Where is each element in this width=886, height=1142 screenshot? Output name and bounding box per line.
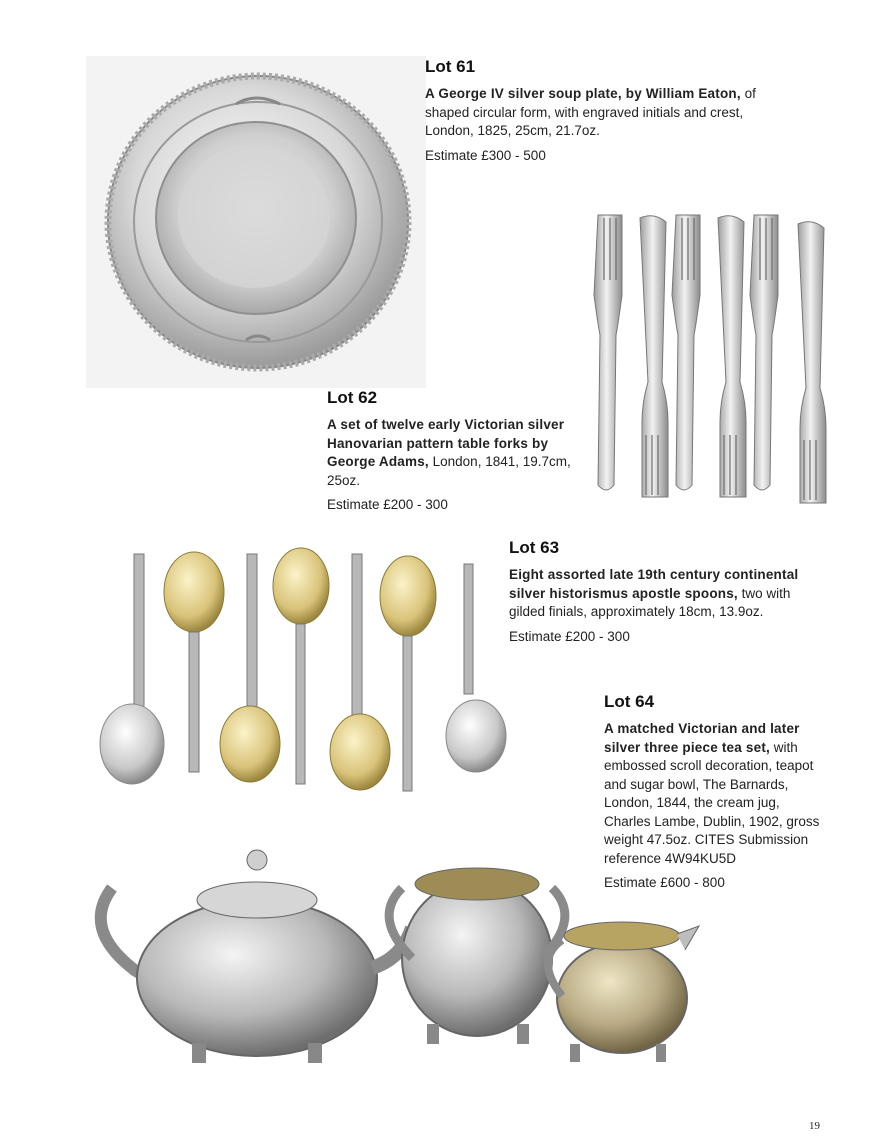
- lot-61-details: of shaped circular form, with engraved initials and crest, London, 1825, 25cm, 21.7oz.: [425, 86, 756, 138]
- lot-63-headline: Eight assorted late 19th century continental silver historismus apostle spoons,: [509, 567, 799, 601]
- lot-64-estimate: Estimate £600 - 800: [604, 875, 725, 890]
- lot-61-title: Lot 61: [425, 57, 476, 76]
- spoons-image: [96, 544, 510, 796]
- lot-64-title: Lot 64: [604, 692, 655, 711]
- soup-plate-image: [86, 56, 426, 388]
- lot-64-headline: A matched Victorian and later silver three piece tea set,: [604, 721, 800, 755]
- lot-61: [425, 57, 765, 165]
- lot-61-description: [425, 85, 765, 141]
- lot-62: [327, 388, 575, 514]
- lot-63: [509, 538, 809, 646]
- lot-62-estimate: Estimate £200 - 300: [327, 497, 448, 512]
- lot-64: [604, 692, 826, 892]
- lot-61-photo: [86, 56, 426, 388]
- lot-61-estimate: Estimate £300 - 500: [425, 147, 546, 163]
- lot-63-title: Lot 63: [509, 538, 560, 557]
- lot-62-headline: A set of twelve early Victorian silver Hanovarian pattern table forks by George Adams,: [327, 417, 565, 469]
- lot-63-description: [509, 566, 809, 622]
- lot-64-description: [604, 720, 826, 868]
- forks-image: [588, 210, 838, 505]
- lot-61-headline: A George IV silver soup plate, by William Eaton,: [425, 86, 741, 101]
- lot-64-details: with embossed scroll decoration, teapot and sugar bowl, The Barnards, London, 1844, the cream jug, Charles Lambe, Dublin, 1902, gross weight 47.5oz. CITES Submission reference 4W94KU5D: [604, 739, 820, 866]
- lot-62-title: Lot 62: [327, 388, 378, 407]
- lot-63-estimate: Estimate £200 - 300: [509, 628, 630, 644]
- lot-63-details: two with gilded finials, approximately 18cm, 13.9oz.: [509, 585, 791, 619]
- page-number: 19: [809, 1120, 820, 1132]
- lot-63-photo: [96, 544, 510, 796]
- lot-62-details: London, 1841, 19.7cm, 25oz.: [327, 454, 571, 488]
- lot-62-description: [327, 416, 575, 490]
- lot-62-photo: [588, 210, 838, 505]
